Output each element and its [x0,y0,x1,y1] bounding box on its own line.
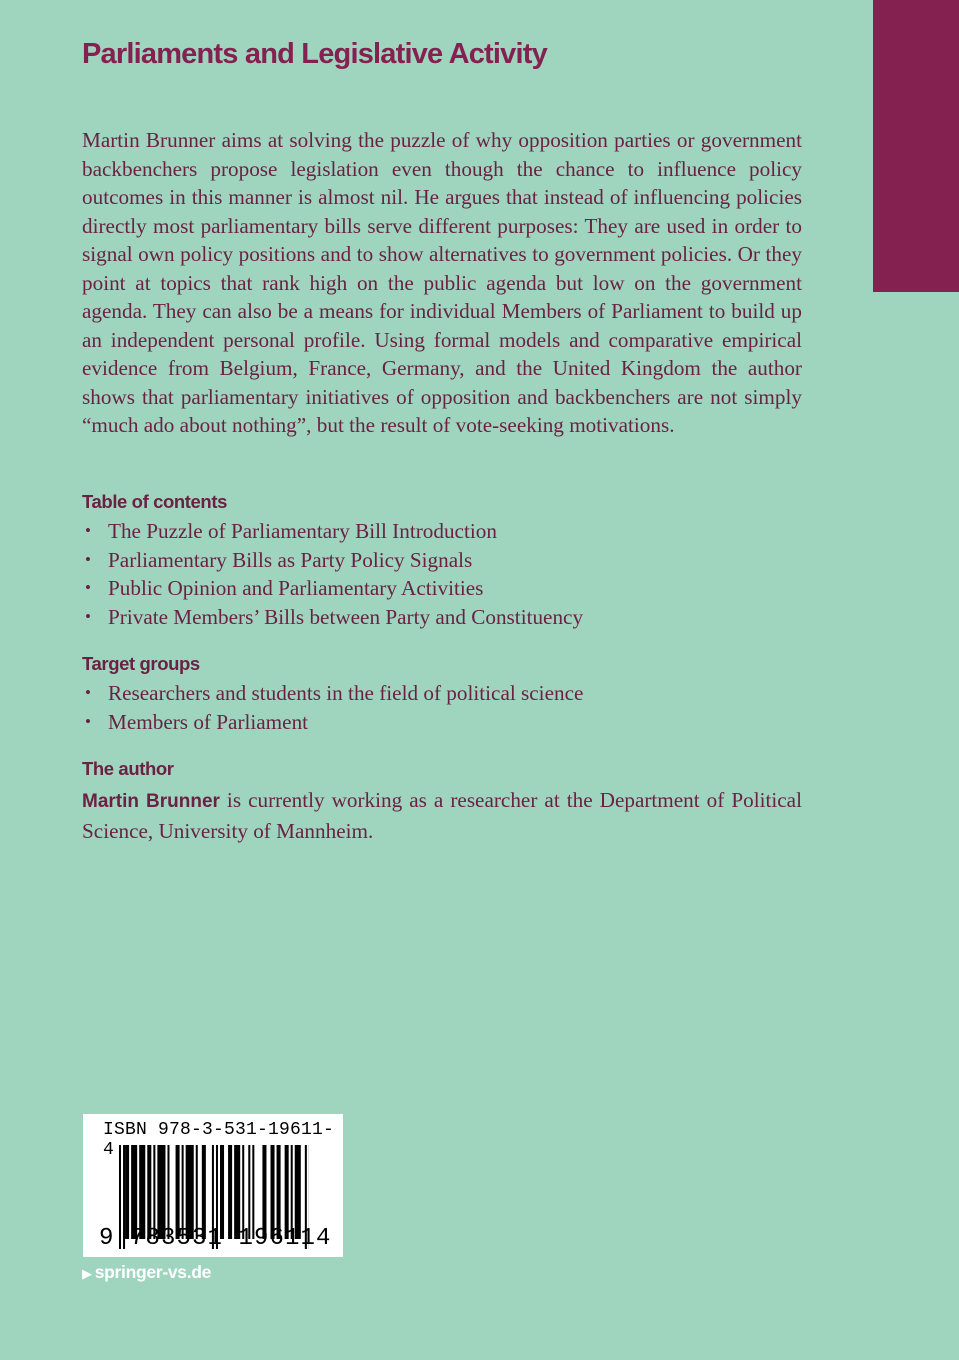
target-group-item: • Members of Parliament [82,708,583,737]
author-name: Martin Brunner [82,791,220,812]
target-groups-heading: Target groups [82,653,200,674]
target-group-item: • Researchers and students in the field of political science [82,679,583,708]
toc-item: • The Puzzle of Parliamentary Bill Introduction [82,517,583,546]
toc-item: • Private Members’ Bills between Party and Constituency [82,603,583,632]
publisher-url: springer-vs.de [94,1262,212,1282]
isbn-label: ISBN 978-3-531-19611-4 [103,1120,335,1160]
toc-heading: Table of contents [82,491,227,512]
play-arrow-icon: ▶ [82,1266,92,1281]
publisher-link[interactable] [82,1262,211,1283]
author-heading: The author [82,758,174,779]
barcode-digits: 9 783531 196114 [99,1225,332,1252]
toc-item: • Public Opinion and Parliamentary Activities [82,574,583,603]
book-title: Parliaments and Legislative Activity [82,38,547,70]
book-description: Martin Brunner aims at solving the puzzle of why opposition parties or government backbenchers propose legislation even though the chance to influence policy outcomes in this manner is almost nil. He argues that instead of influencing policies directly most parliamentary bills serve different purposes: They are used in order to signal own policy positions and to show alternatives to government policies. Or they point at topics that rank high on the public agenda but low on the government agenda. They can also be a means for individual Members of Parliament to build up an independent personal profile. Using formal models and comparative empirical evidence from Belgium, France, Germany, and the United Kingdom the author shows that parliamentary initiatives of opposition and backbenchers are not simply “much ado about nothing”, but the result of vote-seeking motivations. [82,128,802,437]
author-bio [82,786,802,845]
accent-color-tab [873,0,959,292]
isbn-barcode [83,1114,343,1257]
author-bio-text: is currently working as a researcher at the Department of Political Science, University of Mannheim. [82,788,802,843]
toc-list [82,517,583,632]
toc-item: • Parliamentary Bills as Party Policy Signals [82,546,583,575]
target-groups-list [82,679,583,736]
